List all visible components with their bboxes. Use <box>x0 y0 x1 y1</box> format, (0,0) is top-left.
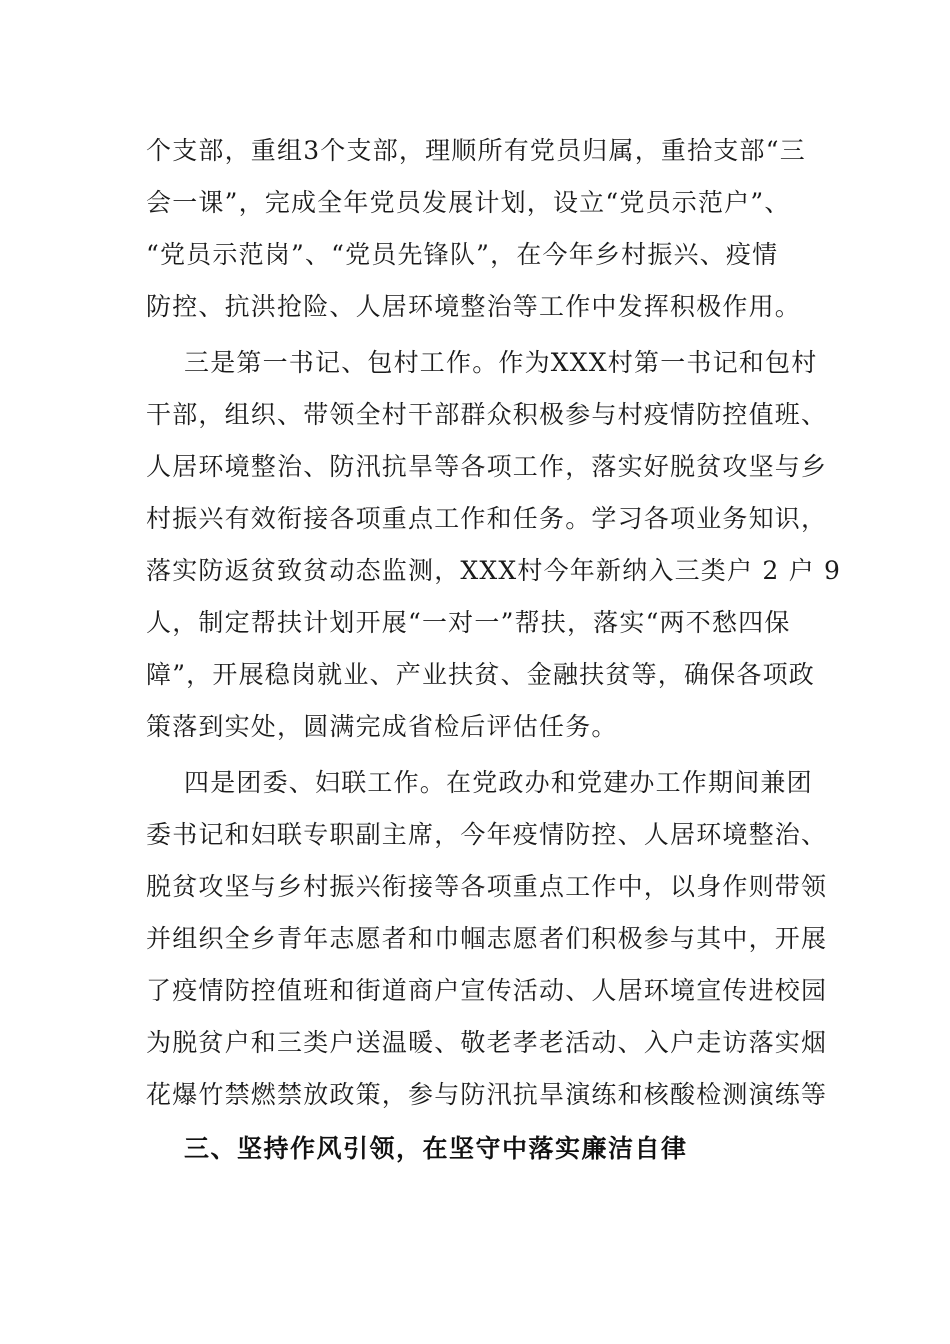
paragraph-1-line-3: “党员示范岗”、“党员先锋队”，在今年乡村振兴、疫情 <box>146 240 779 269</box>
paragraph-2-line-4: 村振兴有效衔接各项重点工作和任务。学习各项业务知识， <box>146 504 828 533</box>
section-heading: 三、坚持作风引领，在坚守中落实廉洁自律 <box>184 1134 688 1163</box>
paragraph-1-line-4: 防控、抗洪抢险、人居环境整治等工作中发挥积极作用。 <box>146 292 802 321</box>
paragraph-3-line-2: 委书记和妇联专职副主席，今年疫情防控、人居环境整治、 <box>146 820 828 849</box>
paragraph-3-line-6: 为脱贫户和三类户送温暖、敬老孝老活动、入户走访落实烟 <box>146 1028 828 1057</box>
paragraph-3-line-3: 脱贫攻坚与乡村振兴衔接等各项重点工作中，以身作则带领 <box>146 872 828 901</box>
paragraph-2-line-6: 人，制定帮扶计划开展“一对一”帮扶，落实“两不愁四保 <box>146 608 791 637</box>
paragraph-3-line-7: 花爆竹禁燃禁放政策，参与防汛抗旱演练和核酸检测演练等 <box>146 1080 828 1109</box>
paragraph-2-line-3: 人居环境整治、防汛抗旱等各项工作，落实好脱贫攻坚与乡 <box>146 452 828 481</box>
paragraph-3-line-1: 四是团委、妇联工作。在党政办和党建办工作期间兼团 <box>184 768 813 797</box>
paragraph-2-line-7: 障”，开展稳岗就业、产业扶贫、金融扶贫等，确保各项政 <box>146 660 815 689</box>
paragraph-1-line-1: 个支部，重组3个支部，理顺所有党员归属，重拾支部“三 <box>146 136 806 165</box>
paragraph-3-line-5: 了疫情防控值班和街道商户宣传活动、人居环境宣传进校园 <box>146 976 828 1005</box>
paragraph-2-line-5: 落实防返贫致贫动态监测，XXX村今年新纳入三类户 2 户 9 <box>146 556 842 585</box>
paragraph-3-line-4: 并组织全乡青年志愿者和巾帼志愿者们积极参与其中，开展 <box>146 924 828 953</box>
paragraph-2-line-2: 干部，组织、带领全村干部群众积极参与村疫情防控值班、 <box>146 400 828 429</box>
paragraph-1-line-2: 会一课”，完成全年党员发展计划，设立“党员示范户”、 <box>146 188 791 217</box>
paragraph-2-line-1: 三是第一书记、包村工作。作为XXX村第一书记和包村 <box>184 348 818 377</box>
paragraph-2-line-8: 策落到实处，圆满完成省检后评估任务。 <box>146 712 618 741</box>
